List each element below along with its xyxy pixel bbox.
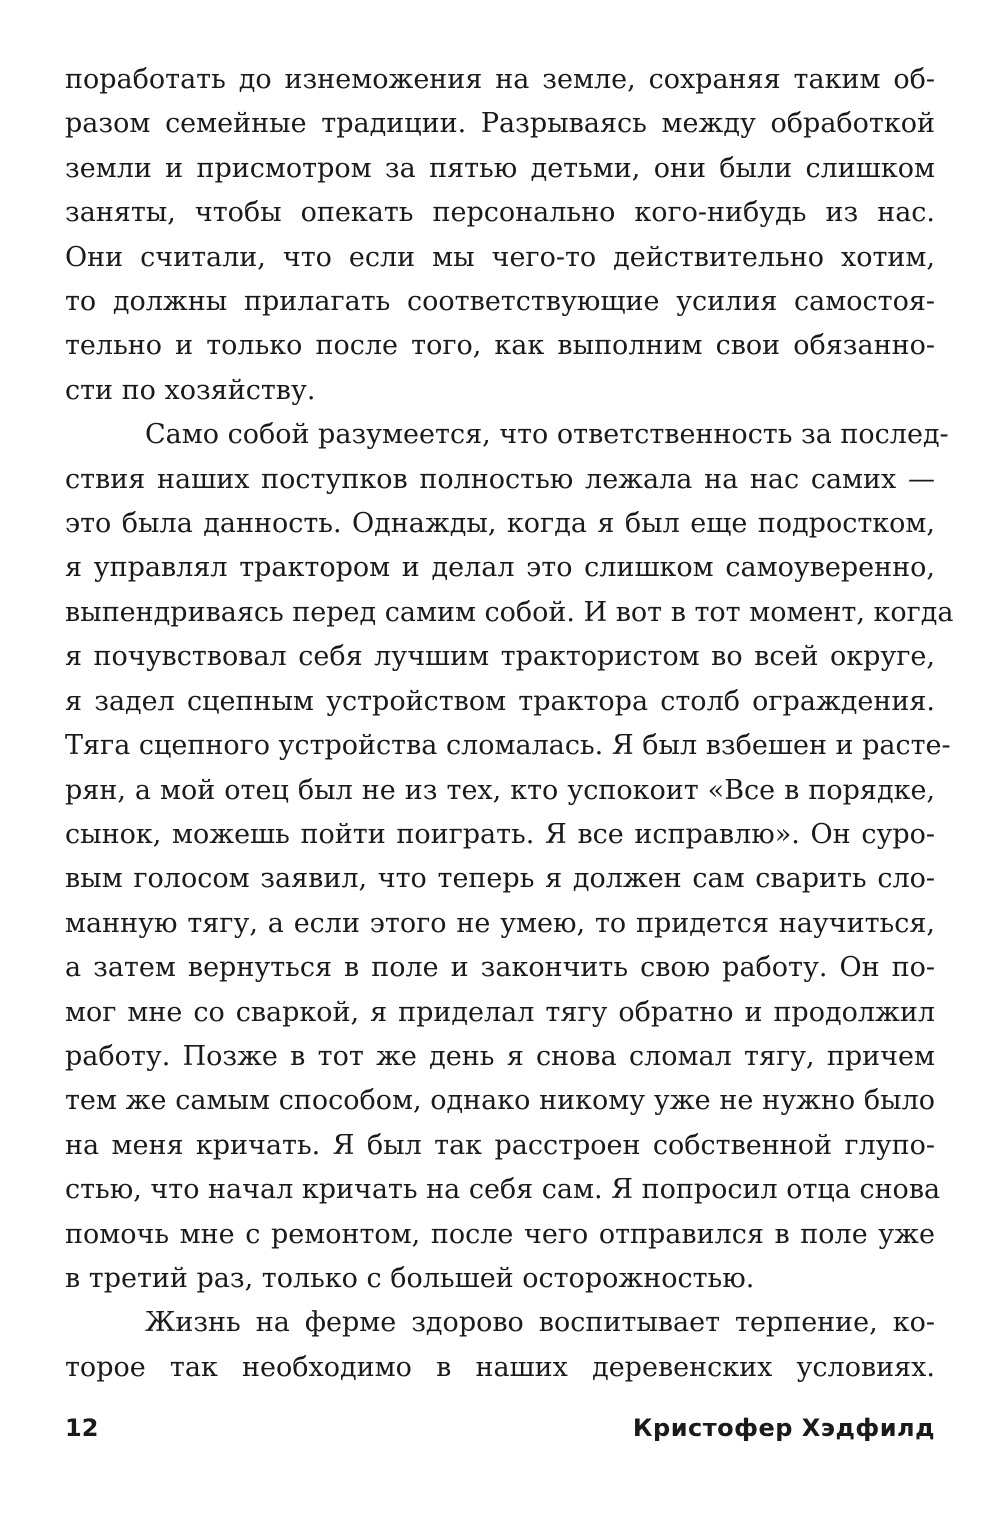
text-line: земли и присмотром за пятью детьми, они были слишком (65, 152, 935, 184)
text-line: поработать до изнеможения на земле, сохраняя таким об- (65, 64, 935, 95)
text-line: я почувствовал себя лучшим трактористом во всей округе, (65, 641, 935, 673)
text-line: тем же самым способом, однако никому уже не нужно было (65, 1085, 935, 1117)
text-line: торое так необходимо в наших деревенских условиях. (65, 1351, 935, 1383)
page-number: 12 (65, 1414, 99, 1442)
running-header-author: Кристофер Хэдфилд (632, 1414, 935, 1442)
text-line: рян, а мой отец был не из тех, кто успокоит «Все в порядке, (65, 774, 935, 806)
text-line: Само собой разумеется, что ответственность за послед- (145, 419, 949, 451)
paragraph (65, 413, 954, 1301)
text-line: разом семейные традиции. Разрываясь между обработкой (65, 108, 935, 140)
text-line: Тяга сцепного устройства сломалась. Я был взбешен и расте- (65, 730, 951, 762)
text-line: помочь мне с ремонтом, после чего отправился в поле уже (65, 1218, 935, 1250)
text-line: я задел сцепным устройством трактора столб ограждения. (65, 685, 935, 717)
text-line: сынок, можешь пойти поиграть. Я все исправлю». Он суро- (65, 818, 935, 850)
text-line: это была данность. Однажды, когда я был еще подростком, (65, 508, 935, 540)
text-line: я управлял трактором и делал это слишком самоуверенно, (65, 552, 935, 584)
text-line: заняты, чтобы опекать персонально кого-нибудь из нас. (65, 197, 935, 229)
text-line: сти по хозяйству. (65, 374, 316, 406)
body-text (65, 58, 954, 1390)
page-footer (65, 1408, 935, 1448)
text-line: а затем вернуться в поле и закончить свою работу. Он по- (65, 952, 935, 984)
text-line: на меня кричать. Я был так расстроен собственной глупо- (65, 1129, 935, 1161)
paragraph (65, 58, 935, 413)
text-line: манную тягу, а если этого не умею, то придется научиться, (65, 907, 935, 939)
text-line: то должны прилагать соответствующие усилия самостоя- (65, 286, 935, 318)
text-line: Они считали, что если мы чего-то действительно хотим, (65, 241, 935, 273)
text-line: тельно и только после того, как выполним свои обязанно- (65, 330, 935, 362)
text-line: выпендриваясь перед самим собой. И вот в тот момент, когда (65, 596, 954, 628)
text-line: вым голосом заявил, что теперь я должен сам сварить сло- (65, 863, 935, 895)
text-line: мог мне со сваркой, я приделал тягу обратно и продолжил (65, 996, 935, 1028)
text-line: работу. Позже в тот же день я снова сломал тягу, причем (65, 1040, 935, 1072)
text-line: Жизнь на ферме здорово воспитывает терпение, ко- (145, 1307, 935, 1339)
text-line: в третий раз, только с большей осторожностью. (65, 1262, 755, 1294)
text-line: ствия наших поступков полностью лежала на нас самих — (65, 463, 935, 495)
paragraph (65, 1301, 935, 1390)
text-line: стью, что начал кричать на себя сам. Я попросил отца снова (65, 1174, 941, 1206)
